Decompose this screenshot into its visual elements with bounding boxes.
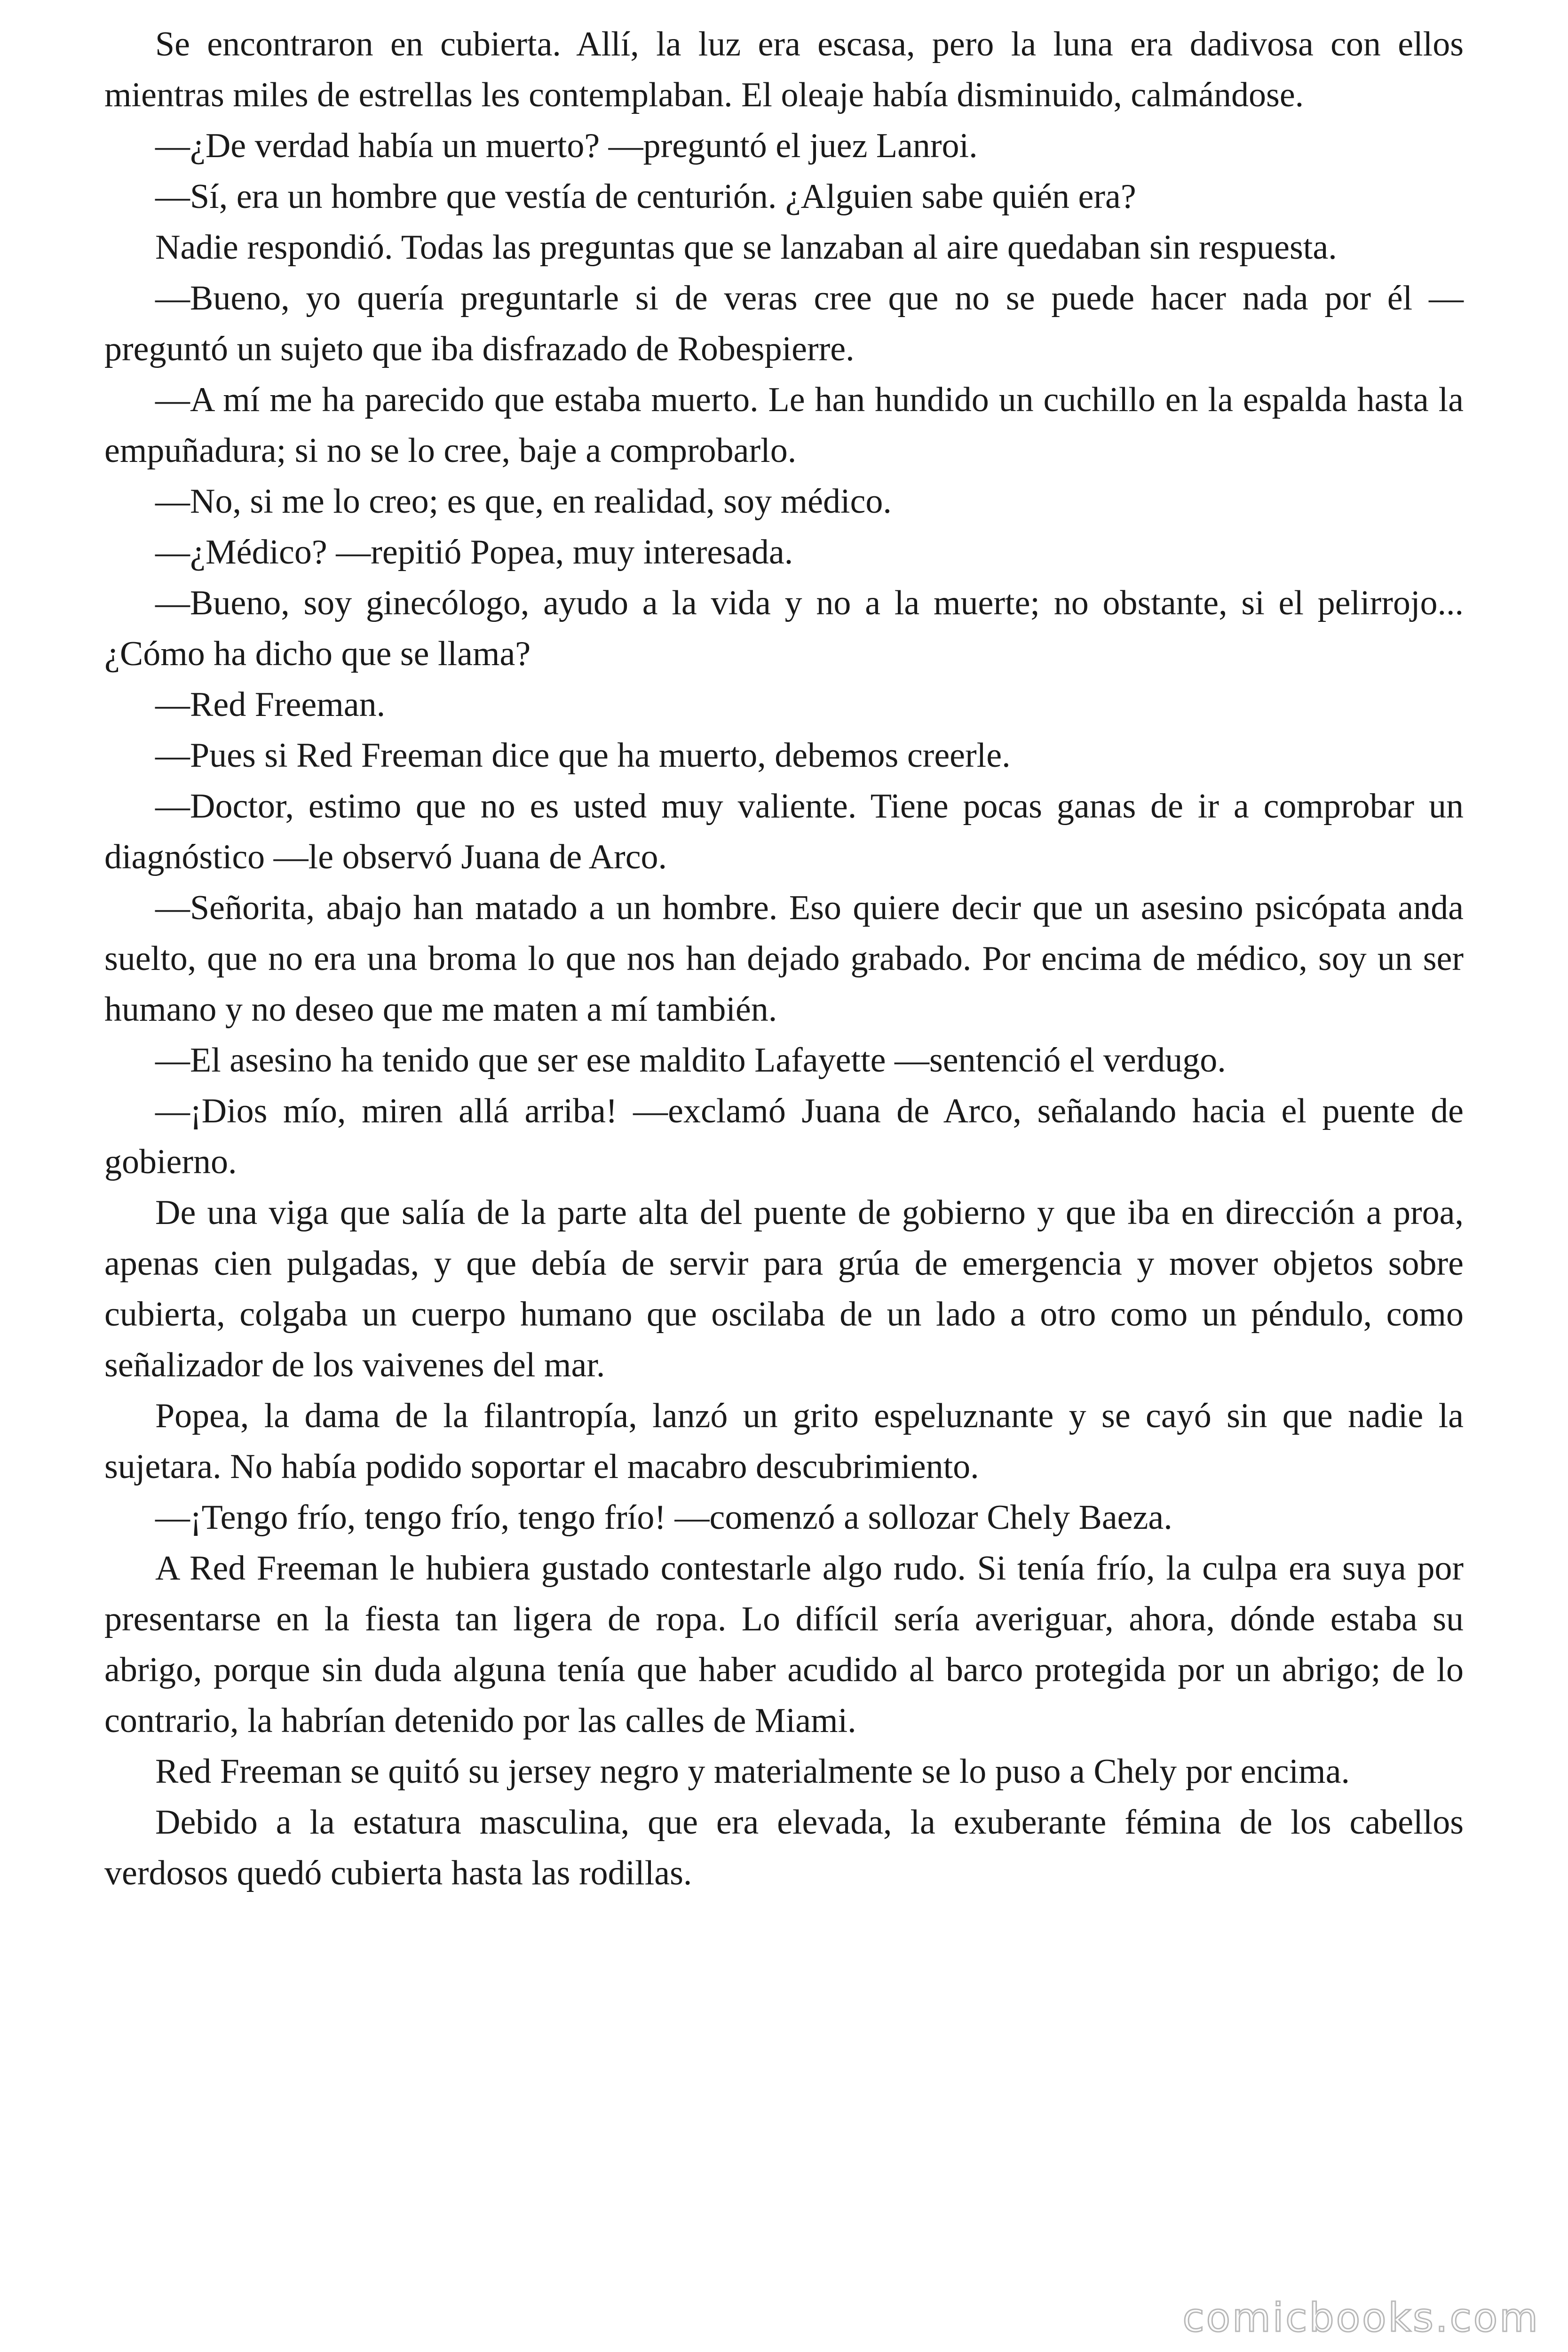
paragraph: —Bueno, soy ginecólogo, ayudo a la vida y no a la muerte; no obstante, si el pelirrojo... ¿Cómo ha dicho que se llama? bbox=[104, 584, 1464, 673]
paragraph: —Sí, era un hombre que vestía de centurión. ¿Alguien sabe quién era? bbox=[155, 177, 1136, 216]
paragraph: —Doctor, estimo que no es usted muy valiente. Tiene pocas ganas de ir a comprobar un diagnóstico —le observó Juana de Arco. bbox=[104, 787, 1464, 876]
paragraph: Nadie respondió. Todas las preguntas que se lanzaban al aire quedaban sin respuesta. bbox=[155, 228, 1337, 267]
paragraph: —¿Médico? —repitió Popea, muy interesada. bbox=[155, 533, 793, 572]
paragraph: De una viga que salía de la parte alta del puente de gobierno y que iba en dirección a proa, apenas cien pulgadas, y que debía de servir para grúa de emergencia y mover objetos sobre cubierta, colgaba un cuerpo humano que oscilaba de un lado a otro como un péndulo, como señalizador de los vaivenes del mar. bbox=[104, 1193, 1464, 1384]
paragraph: A Red Freeman le hubiera gustado contestarle algo rudo. Si tenía frío, la culpa era suya por presentarse en la fiesta tan ligera de ropa. Lo difícil sería averiguar, ahora, dónde estaba su abrigo, porque sin duda alguna tenía que haber acudido al barco protegida por un abrigo; de lo contrario, la habrían detenido por las calles de Miami. bbox=[104, 1549, 1464, 1740]
paragraph: Se encontraron en cubierta. Allí, la luz era escasa, pero la luna era dadivosa con ellos mientras miles de estrellas les contemplaban. El oleaje había disminuido, calmándose. bbox=[104, 25, 1464, 114]
page-body bbox=[104, 19, 1464, 1899]
paragraph: —A mí me ha parecido que estaba muerto. Le han hundido un cuchillo en la espalda hasta la empuñadura; si no se lo cree, baje a comprobarlo. bbox=[104, 381, 1464, 470]
paragraph: —Red Freeman. bbox=[155, 685, 386, 724]
paragraph: —El asesino ha tenido que ser ese maldito Lafayette —sentenció el verdugo. bbox=[155, 1041, 1226, 1080]
paragraph: —¡Tengo frío, tengo frío, tengo frío! —comenzó a sollozar Chely Baeza. bbox=[155, 1498, 1172, 1537]
paragraph: —¡Dios mío, miren allá arriba! —exclamó Juana de Arco, señalando hacia el puente de gobierno. bbox=[104, 1092, 1464, 1181]
paragraph: —Pues si Red Freeman dice que ha muerto, debemos creerle. bbox=[155, 736, 1011, 775]
paragraph: —¿De verdad había un muerto? —preguntó el juez Lanroi. bbox=[155, 127, 978, 165]
watermark: comicbooks.com bbox=[1182, 2295, 1540, 2341]
paragraph: —No, si me lo creo; es que, en realidad, soy médico. bbox=[155, 482, 892, 521]
paragraph: Popea, la dama de la filantropía, lanzó un grito espeluznante y se cayó sin que nadie la sujetara. No había podido soportar el macabro descubrimiento. bbox=[104, 1397, 1464, 1486]
paragraph: —Señorita, abajo han matado a un hombre. Eso quiere decir que un asesino psicópata anda suelto, que no era una broma lo que nos han dejado grabado. Por encima de médico, soy un ser humano y no deseo que me maten a mí también. bbox=[104, 889, 1464, 1029]
paragraph: Red Freeman se quitó su jersey negro y materialmente se lo puso a Chely por encima. bbox=[155, 1752, 1350, 1791]
paragraph: —Bueno, yo quería preguntarle si de veras cree que no se puede hacer nada por él — preguntó un sujeto que iba disfrazado de Robespierre. bbox=[104, 279, 1464, 368]
paragraph: Debido a la estatura masculina, que era elevada, la exuberante fémina de los cabellos verdosos quedó cubierta hasta las rodillas. bbox=[104, 1803, 1464, 1892]
